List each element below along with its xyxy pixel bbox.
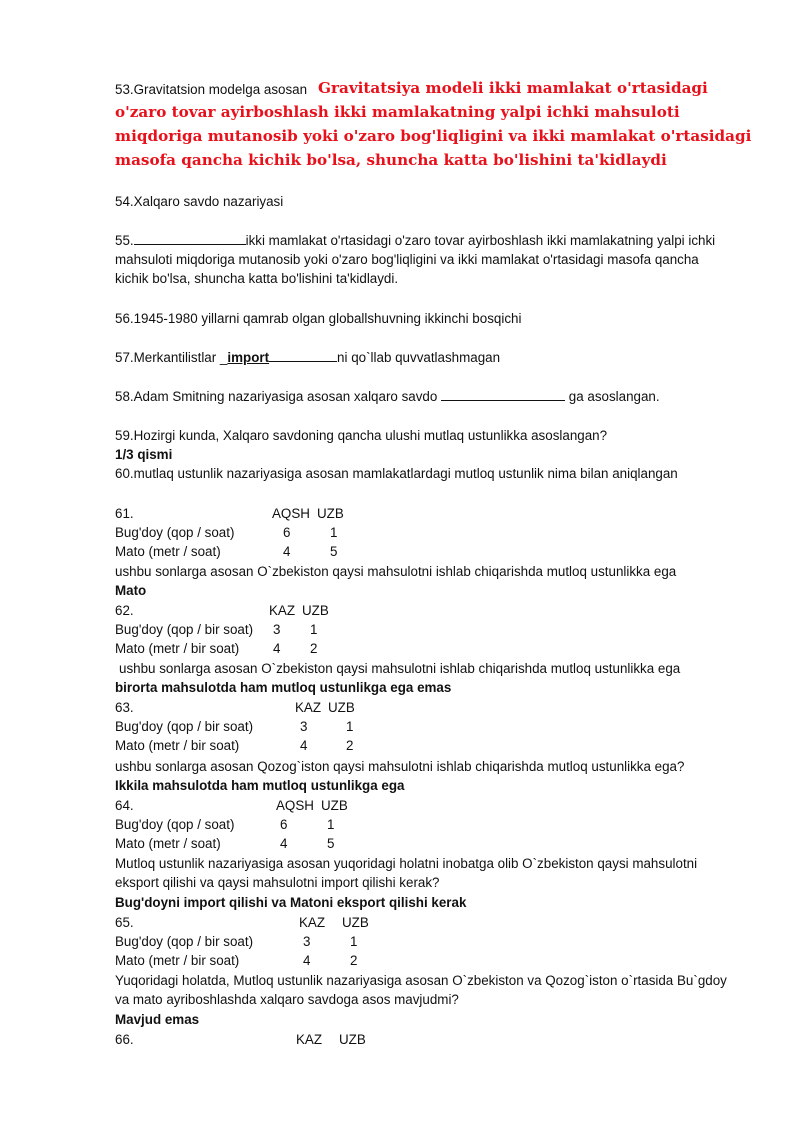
q63-number: 63. bbox=[115, 700, 134, 715]
q64-col-uzb: UZB bbox=[321, 798, 348, 813]
q64-row1-v2: 1 bbox=[327, 817, 335, 832]
q66-col-kaz: KAZ bbox=[296, 1032, 323, 1047]
q53-answer-line-2: o'zaro tovar ayirboshlash ikki mamlakatning yalpi ichki mahsuloti bbox=[115, 103, 680, 121]
q61-row2-label: Mato (metr / soat) bbox=[115, 544, 221, 559]
q65-question-line-1: Yuqoridagi holatda, Mutloq ustunlik nazariyasiga asosan O`zbekiston va Qozog`iston o`rtasida Bu`gdoy bbox=[115, 973, 727, 988]
q55-line-1 bbox=[115, 231, 715, 250]
q63-row2-v1: 4 bbox=[300, 738, 308, 753]
q63-row2-label: Mato (metr / bir soat) bbox=[115, 738, 240, 753]
q64-row2-label: Mato (metr / soat) bbox=[115, 836, 221, 851]
q58-blank bbox=[441, 387, 565, 401]
q64-question-line-2: eksport qilishi va qaysi mahsulotni import qilishi kerak? bbox=[115, 875, 440, 890]
q61-number: 61. bbox=[115, 506, 134, 521]
q63-row1-v1: 3 bbox=[300, 719, 308, 734]
q61-row1-v2: 1 bbox=[330, 525, 338, 540]
q54-question: 54.Xalqaro savdo nazariyasi bbox=[115, 194, 284, 209]
q53-answer-line-1: Gravitatsiya modeli ikki mamlakat o'rtasidagi bbox=[318, 79, 708, 97]
q61-col-uzb: UZB bbox=[317, 506, 344, 521]
q63-col-uzb: UZB bbox=[328, 700, 355, 715]
q62-row1-v2: 1 bbox=[310, 622, 318, 637]
q62-row2-v1: 4 bbox=[273, 641, 281, 656]
q59-answer: 1/3 qismi bbox=[115, 447, 173, 462]
q65-number: 65. bbox=[115, 915, 134, 930]
q63-row1-v2: 1 bbox=[346, 719, 354, 734]
q58-question bbox=[115, 387, 660, 406]
q65-col-kaz: KAZ bbox=[299, 915, 326, 930]
q64-row1-v1: 6 bbox=[280, 817, 288, 832]
q65-row2-v1: 4 bbox=[303, 953, 311, 968]
q62-number: 62. bbox=[115, 603, 134, 618]
q65-row2-label: Mato (metr / bir soat) bbox=[115, 953, 240, 968]
q58-prefix: 58.Adam Smitning nazariyasiga asosan xalqaro savdo bbox=[115, 389, 442, 404]
q55-line-3: kichik bo'lsa, shuncha katta bo'lishini ta'kidlaydi. bbox=[115, 271, 399, 286]
q66-number: 66. bbox=[115, 1032, 134, 1047]
q57-prefix: 57.Merkantilistlar _ bbox=[115, 350, 228, 365]
q65-row1-v1: 3 bbox=[303, 934, 311, 949]
q61-question: ushbu sonlarga asosan O`zbekiston qaysi mahsulotni ishlab chiqarishda mutloq ustunlikka ega bbox=[115, 564, 677, 579]
q53-answer-line-3: miqdoriga mutanosib yoki o'zaro bog'liqligini va ikki mamlakat o'rtasidagi bbox=[115, 127, 752, 145]
q55-prefix: 55. bbox=[115, 233, 134, 248]
q61-row2-v2: 5 bbox=[330, 544, 338, 559]
q65-row1-label: Bug'doy (qop / bir soat) bbox=[115, 934, 254, 949]
q64-answer: Bug'doyni import qilishi va Matoni eksport qilishi kerak bbox=[115, 895, 467, 910]
q57-answer: import bbox=[227, 350, 270, 365]
q61-answer: Mato bbox=[115, 583, 147, 598]
q65-answer: Mavjud emas bbox=[115, 1012, 200, 1027]
q57-blank bbox=[269, 348, 337, 362]
q64-row1-label: Bug'doy (qop / soat) bbox=[115, 817, 235, 832]
q58-suffix: ga asoslangan. bbox=[565, 389, 660, 404]
q65-row2-v2: 2 bbox=[350, 953, 358, 968]
q56-question: 56.1945-1980 yillarni qamrab olgan globallshuvning ikkinchi bosqichi bbox=[115, 311, 522, 326]
q65-row1-v2: 1 bbox=[350, 934, 358, 949]
q63-row2-v2: 2 bbox=[346, 738, 354, 753]
q55-line-2: mahsuloti miqdoriga mutanosib yoki o'zaro bog'liqligini va ikki mamlakat o'rtasidagi masofa qancha bbox=[115, 252, 699, 267]
q66-col-uzb: UZB bbox=[339, 1032, 366, 1047]
q64-number: 64. bbox=[115, 798, 134, 813]
q61-row2-v1: 4 bbox=[283, 544, 291, 559]
q64-col-aqsh: AQSH bbox=[276, 798, 314, 813]
q62-answer: birorta mahsulotda ham mutloq ustunlikga ega emas bbox=[115, 680, 452, 695]
q53-answer-line-4: masofa qancha kichik bo'lsa, shuncha katta bo'lishini ta'kidlaydi bbox=[115, 151, 667, 169]
q60-question: 60.mutlaq ustunlik nazariyasiga asosan mamlakatlardagi mutloq ustunlik nima bilan aniqlangan bbox=[115, 466, 678, 481]
q63-question: ushbu sonlarga asosan Qozog`iston qaysi mahsulotni ishlab chiqarishda mutloq ustunlikka ega? bbox=[115, 759, 685, 774]
q62-row2-v2: 2 bbox=[310, 641, 318, 656]
q63-row1-label: Bug'doy (qop / bir soat) bbox=[115, 719, 254, 734]
q65-question-line-2: va mato ayriboshlashda xalqaro savdoga asos mavjudmi? bbox=[115, 992, 459, 1007]
q57-question bbox=[115, 348, 500, 367]
q64-question-line-1: Mutloq ustunlik nazariyasiga asosan yuqoridagi holatni inobatga olib O`zbekiston qaysi mahsulotni bbox=[115, 856, 698, 871]
q63-col-kaz: KAZ bbox=[295, 700, 322, 715]
q55-line1-rest: ikki mamlakat o'rtasidagi o'zaro tovar ayirboshlash ikki mamlakatning yalpi ichki bbox=[245, 233, 716, 248]
q61-row1-v1: 6 bbox=[283, 525, 291, 540]
q62-row2-label: Mato (metr / bir soat) bbox=[115, 641, 240, 656]
q61-col-aqsh: AQSH bbox=[272, 506, 310, 521]
q63-answer: Ikkila mahsulotda ham mutloq ustunlikga ega bbox=[115, 778, 405, 793]
q61-row1-label: Bug'doy (qop / soat) bbox=[115, 525, 235, 540]
q62-row1-label: Bug'doy (qop / bir soat) bbox=[115, 622, 254, 637]
q55-blank bbox=[134, 231, 246, 245]
q62-row1-v1: 3 bbox=[273, 622, 281, 637]
q64-row2-v1: 4 bbox=[280, 836, 288, 851]
q64-row2-v2: 5 bbox=[327, 836, 335, 851]
q62-col-uzb: UZB bbox=[302, 603, 329, 618]
q62-col-kaz: KAZ bbox=[269, 603, 296, 618]
q62-question: ushbu sonlarga asosan O`zbekiston qaysi mahsulotni ishlab chiqarishda mutloq ustunlikka ega bbox=[119, 661, 681, 676]
q65-col-uzb: UZB bbox=[342, 915, 369, 930]
q57-suffix: ni qo`llab quvvatlashmagan bbox=[337, 350, 501, 365]
q59-question: 59.Hozirgi kunda, Xalqaro savdoning qancha ulushi mutlaq ustunlikka asoslangan? bbox=[115, 428, 608, 443]
q53-label: 53.Gravitatsion modelga asosan bbox=[115, 82, 308, 97]
